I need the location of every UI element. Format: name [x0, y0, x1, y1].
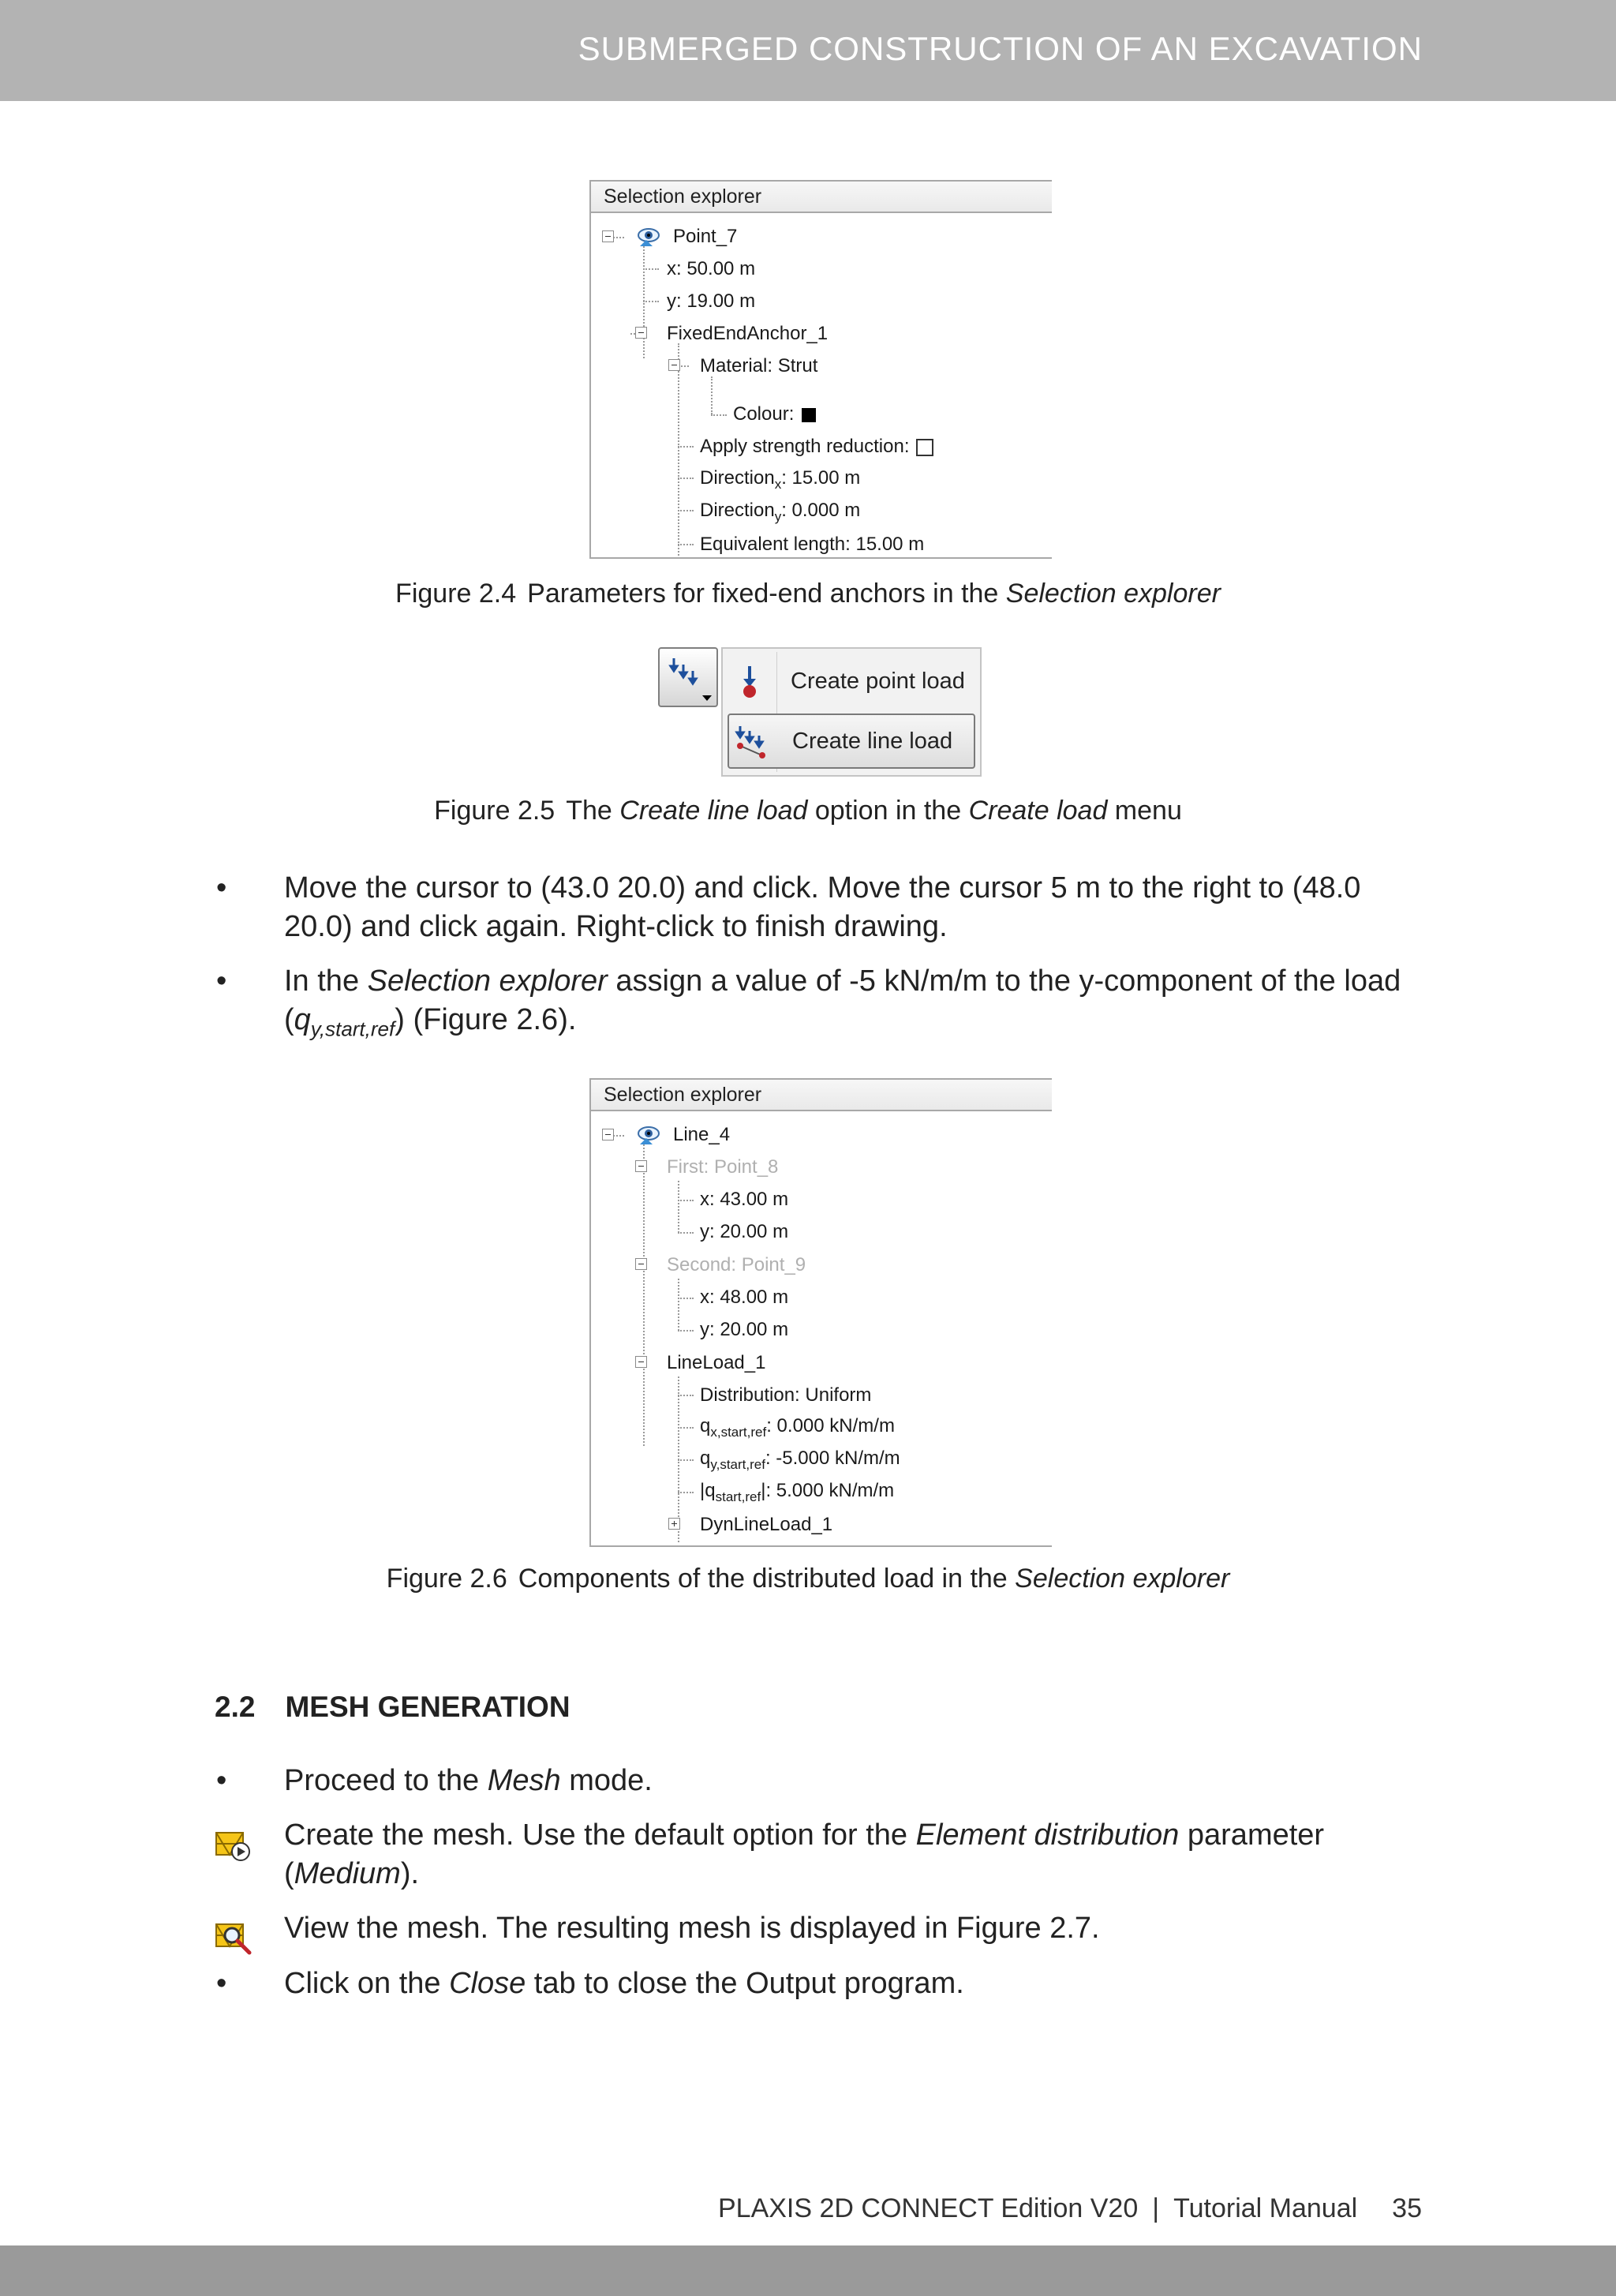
tree-node-point[interactable]: Point_7: [673, 226, 738, 247]
bullet-marker: •: [216, 871, 227, 905]
tree-node-equivalent-length: Equivalent length: 15.00 m: [700, 534, 925, 555]
tree-node-lineload[interactable]: LineLoad_1: [667, 1352, 766, 1373]
direction-x-value: : 15.00 m: [781, 467, 861, 489]
step-create-mesh: [284, 1816, 1436, 1893]
tree-node-x2: x: 48.00 m: [700, 1287, 789, 1308]
direction-y-label: Direction: [700, 500, 775, 521]
text: (: [284, 1857, 294, 1890]
text: ) (Figure 2.6).: [395, 1003, 577, 1036]
caption-text: The: [566, 796, 620, 826]
explorer-title: Selection explorer: [591, 1080, 1052, 1111]
instruction-assign-load: [284, 962, 1436, 1049]
caption-italic: Selection explorer: [1005, 579, 1221, 609]
tree-node-qx: [700, 1414, 895, 1438]
tree-node-x: x: 50.00 m: [667, 258, 756, 279]
point-load-icon: [732, 665, 767, 699]
direction-x-sub: x: [774, 476, 782, 492]
tree-node-strength: [700, 435, 933, 459]
menu-item-create-line-load[interactable]: [728, 714, 975, 769]
chapter-title: SUBMERGED CONSTRUCTION OF AN EXCAVATION: [578, 30, 1423, 67]
section-heading: [215, 1691, 570, 1724]
instruction-move-cursor: Move the cursor to (43.0 20.0) and click. Move the cursor 5 m to the right to (48.0 20.0) and click again. Right-click to finish drawing.: [284, 871, 1361, 943]
line-load-icon: [734, 725, 769, 759]
chevron-down-icon: [702, 695, 712, 701]
explorer-title: Selection explorer: [591, 182, 1052, 213]
text-italic: Medium: [294, 1857, 401, 1890]
page-footer-band: [0, 2245, 1616, 2296]
caption-number: Figure 2.5: [434, 796, 556, 826]
text-italic: Mesh: [487, 1764, 561, 1797]
text: (: [284, 1003, 294, 1036]
bullet-marker: •: [216, 1764, 227, 1797]
text: In the: [284, 964, 368, 998]
caption-text: menu: [1107, 796, 1182, 826]
eye-icon[interactable]: [637, 1124, 660, 1146]
qx-value: : 0.000 kN/m/m: [766, 1415, 895, 1436]
menu-item-create-point-load[interactable]: [728, 655, 975, 710]
create-load-tool-button[interactable]: [658, 647, 718, 707]
subscript: y,start,ref: [310, 1017, 395, 1041]
selection-explorer-anchor: [589, 180, 1052, 559]
qabs-sub: start,ref: [715, 1489, 761, 1504]
menu-item-label: Create line load: [792, 729, 953, 754]
qabs-value: |: 5.000 kN/m/m: [761, 1480, 895, 1501]
caption-italic: Create line load: [619, 796, 808, 826]
colour-swatch[interactable]: [802, 408, 816, 422]
text-italic: Element distribution: [915, 1818, 1180, 1852]
step-close-output: [284, 1965, 1436, 2003]
footer-manual: Tutorial Manual: [1173, 2193, 1358, 2223]
menu-item-label: Create point load: [791, 669, 965, 694]
direction-x-label: Direction: [700, 467, 775, 489]
collapse-toggle[interactable]: [635, 1160, 647, 1172]
footer-product: PLAXIS 2D CONNECT Edition V20: [717, 2193, 1139, 2223]
figure-2-5-caption: [0, 796, 1616, 826]
text: parameter: [1179, 1818, 1325, 1852]
tree-node-qy: [700, 1447, 900, 1470]
tree-node-distribution: Distribution: Uniform: [700, 1384, 872, 1406]
collapse-toggle[interactable]: [668, 359, 680, 371]
tree-node-second-point[interactable]: Second: Point_9: [667, 1254, 806, 1275]
direction-y-value: : 0.000 m: [781, 500, 861, 521]
collapse-toggle[interactable]: [635, 1258, 647, 1270]
selection-explorer-lineload: [589, 1078, 1052, 1547]
caption-italic: Create load: [968, 796, 1108, 826]
create-load-tool-icon: [668, 655, 705, 690]
tree-node-y: y: 19.00 m: [667, 290, 756, 312]
tree-node-y2: y: 20.00 m: [700, 1319, 789, 1340]
strength-reduction-checkbox[interactable]: [916, 439, 933, 456]
qx-sub: x,start,ref: [710, 1424, 767, 1440]
bullet-marker: •: [216, 1967, 227, 2000]
qabs-symbol: |q: [700, 1480, 716, 1501]
tree-node-x1: x: 43.00 m: [700, 1189, 789, 1210]
collapse-toggle[interactable]: [602, 1129, 614, 1141]
figure-2-6-caption: [0, 1564, 1616, 1594]
tree-node-line[interactable]: Line_4: [673, 1124, 731, 1145]
qx-symbol: q: [700, 1415, 711, 1436]
tree-node-dynlineload[interactable]: DynLineLoad_1: [700, 1514, 833, 1535]
strength-label: Apply strength reduction:: [700, 436, 910, 457]
footer-separator: |: [1152, 2193, 1160, 2223]
text: Create the mesh. Use the default option for the: [284, 1818, 916, 1852]
text: Click on the: [284, 1967, 450, 2000]
expand-toggle[interactable]: [668, 1518, 680, 1530]
colour-label: Colour:: [733, 403, 795, 425]
caption-number: Figure 2.4: [395, 579, 517, 609]
page-header-band: [0, 0, 1616, 101]
tree-node-direction-x: [700, 466, 860, 490]
qy-sub: y,start,ref: [710, 1456, 765, 1472]
text-italic: q: [294, 1003, 311, 1036]
mesh-generate-icon: [215, 1828, 254, 1863]
text-italic: Selection explorer: [367, 964, 608, 998]
step-view-mesh: View the mesh. The resulting mesh is displayed in Figure 2.7.: [284, 1912, 1100, 1945]
tree-node-material[interactable]: Material: Strut: [700, 355, 818, 376]
caption-text: option in the: [807, 796, 969, 826]
eye-icon[interactable]: [637, 226, 660, 248]
text: Proceed to the: [284, 1764, 488, 1797]
step-proceed-mesh: [284, 1762, 1436, 1800]
collapse-toggle[interactable]: [635, 1356, 647, 1368]
page-number: 35: [1392, 2193, 1422, 2223]
text: tab to close the Output program.: [526, 1967, 964, 2000]
text: assign a value of -5 kN/m/m to the y-component of the load: [607, 964, 1401, 998]
text: ).: [400, 1857, 420, 1890]
tree-node-y1: y: 20.00 m: [700, 1221, 789, 1242]
caption-text: Parameters for fixed-end anchors in the: [527, 579, 1006, 609]
tree-node-qabs: [700, 1479, 894, 1503]
tree-node-first-point[interactable]: First: Point_8: [667, 1156, 779, 1178]
create-load-menu: [658, 647, 982, 777]
page-footer: [718, 2193, 1422, 2224]
caption-number: Figure 2.6: [386, 1564, 507, 1594]
section-number: 2.2: [215, 1691, 256, 1723]
qy-value: : -5.000 kN/m/m: [765, 1448, 900, 1469]
text: mode.: [560, 1764, 653, 1797]
text-italic: Close: [449, 1967, 526, 2000]
qy-symbol: q: [700, 1448, 711, 1469]
tree-node-colour: [733, 403, 816, 426]
figure-2-4-caption: [0, 579, 1616, 609]
collapse-toggle[interactable]: [602, 230, 614, 242]
caption-text: Components of the distributed load in the: [518, 1564, 1016, 1594]
tree-node-anchor[interactable]: FixedEndAnchor_1: [667, 323, 829, 344]
collapse-toggle[interactable]: [635, 327, 647, 339]
create-load-dropdown: [721, 647, 982, 777]
bullet-marker: •: [216, 964, 227, 998]
direction-y-sub: y: [774, 508, 782, 524]
caption-italic: Selection explorer: [1015, 1564, 1230, 1594]
tree-node-direction-y: [700, 499, 860, 522]
view-mesh-icon: [215, 1921, 254, 1956]
section-title: MESH GENERATION: [285, 1691, 570, 1723]
